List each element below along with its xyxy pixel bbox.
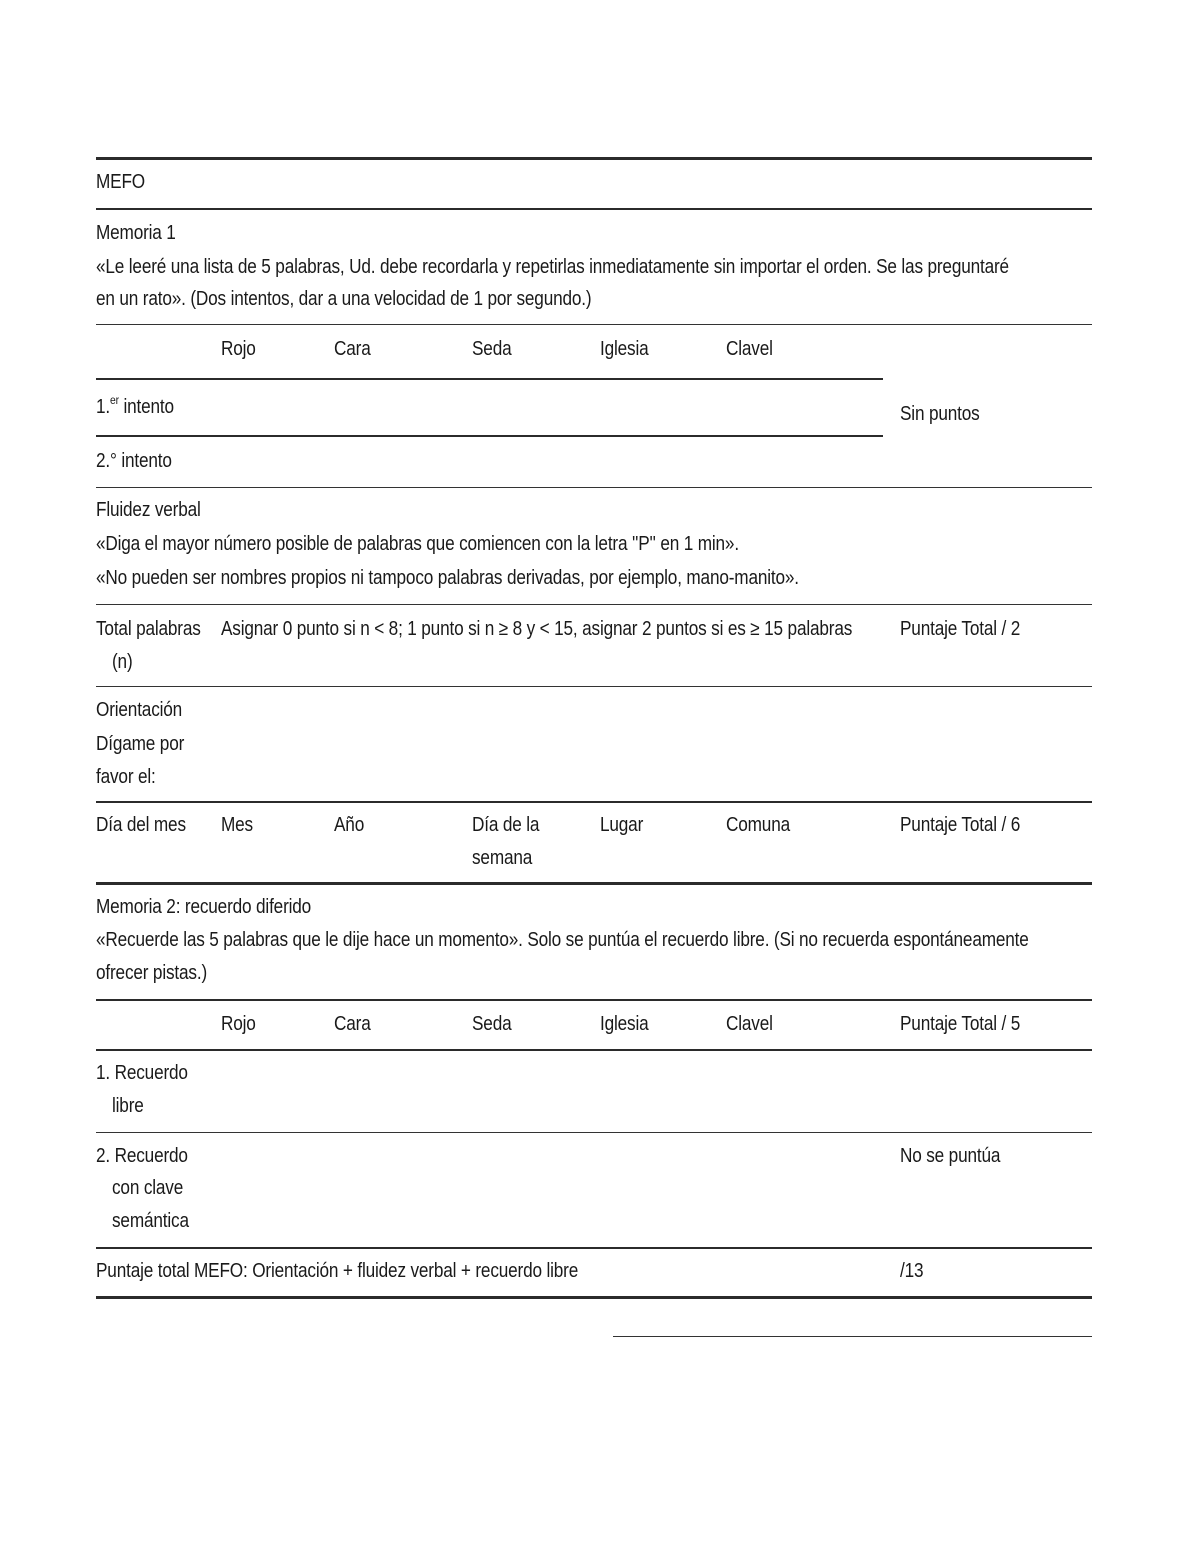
orientacion-heading: Orientación [96, 699, 183, 721]
memoria2-instruction: «Recuerde las 5 palabras que le dije hace un momento». Solo se puntúa el recuerdo libre. (Si no recuerda espontáneamente [96, 929, 1029, 951]
free-recall-label: 1. Recuerdo [96, 1062, 188, 1084]
orientacion-item: Día de la [472, 814, 540, 836]
orientacion-item: Lugar [600, 814, 644, 836]
orientacion-item: Año [334, 814, 365, 836]
divider [96, 487, 1092, 488]
free-recall-label-cont: libre [112, 1095, 144, 1117]
memoria2-word: Clavel [726, 1013, 773, 1035]
memoria2-heading: Memoria 2: recuerdo diferido [96, 896, 312, 918]
memoria2-word: Iglesia [600, 1013, 649, 1035]
form-title: MEFO [96, 171, 146, 193]
orientacion-prompt-cont: favor el: [96, 766, 156, 788]
divider [96, 208, 1092, 210]
memoria1-word: Rojo [221, 338, 256, 360]
fluidez-instruction-cont: «No pueden ser nombres propios ni tampoco palabras derivadas, por ejemplo, mano-manito». [96, 567, 799, 589]
memoria1-word: Seda [472, 338, 512, 360]
cued-recall-score: No se puntúa [900, 1145, 1001, 1167]
divider [96, 882, 1092, 885]
fluidez-label-cont: (n) [112, 651, 133, 673]
memoria1-word: Clavel [726, 338, 773, 360]
memoria1-word: Cara [334, 338, 371, 360]
trial1-label: 1.$^{er}$ intento [96, 393, 174, 418]
fluidez-instruction: «Diga el mayor número posible de palabras que comiencen con la letra ''P'' en 1 min». [96, 533, 739, 555]
bottom-rule [96, 1296, 1092, 1299]
divider [96, 604, 1092, 605]
memoria2-word: Seda [472, 1013, 512, 1035]
memoria1-word: Iglesia [600, 338, 649, 360]
divider [96, 1247, 1092, 1249]
cued-recall-label-cont: semántica [112, 1210, 189, 1232]
trial2-label: 2.° intento [96, 450, 172, 472]
total-label: Puntaje total MEFO: Orientación + fluidez verbal + recuerdo libre [96, 1260, 579, 1282]
orientacion-item: Día del mes [96, 814, 186, 836]
memoria1-heading: Memoria 1 [96, 222, 176, 244]
orientacion-item-cont: semana [472, 847, 533, 869]
memoria2-word: Rojo [221, 1013, 256, 1035]
memoria1-instruction: «Le leeré una lista de 5 palabras, Ud. debe recordarla y repetirlas inmediatamente sin importar el orden. Se las preguntaré [96, 256, 1009, 278]
divider [96, 1132, 1092, 1133]
divider [96, 686, 1092, 687]
orientacion-prompt: Dígame por [96, 733, 185, 755]
memoria1-score: Sin puntos [900, 403, 980, 425]
fluidez-label: Total palabras [96, 618, 201, 640]
fluidez-score: Puntaje Total / 2 [900, 618, 1021, 640]
fluidez-rule: Asignar 0 punto si n < 8; 1 punto si n ≥ 8 y < 15, asignar 2 puntos si es ≥ 15 palabras [221, 618, 853, 640]
memoria1-instruction-cont: en un rato». (Dos intentos, dar a una velocidad de 1 por segundo.) [96, 288, 592, 310]
total-score: /13 [900, 1260, 924, 1282]
cued-recall-label: 2. Recuerdo [96, 1145, 188, 1167]
footnote-rule [613, 1336, 1092, 1337]
divider [96, 801, 1092, 803]
memoria2-word: Cara [334, 1013, 371, 1035]
top-rule [96, 157, 1092, 160]
orientacion-item: Comuna [726, 814, 790, 836]
divider [96, 1049, 1092, 1051]
divider [96, 999, 1092, 1001]
divider [96, 435, 883, 437]
divider [96, 324, 1092, 325]
cued-recall-label-cont: con clave [112, 1177, 184, 1199]
fluidez-heading: Fluidez verbal [96, 499, 201, 521]
orientacion-score: Puntaje Total / 6 [900, 814, 1021, 836]
memoria2-instruction-cont: ofrecer pistas.) [96, 962, 208, 984]
orientacion-item: Mes [221, 814, 253, 836]
memoria2-score: Puntaje Total / 5 [900, 1013, 1021, 1035]
divider [96, 378, 883, 380]
